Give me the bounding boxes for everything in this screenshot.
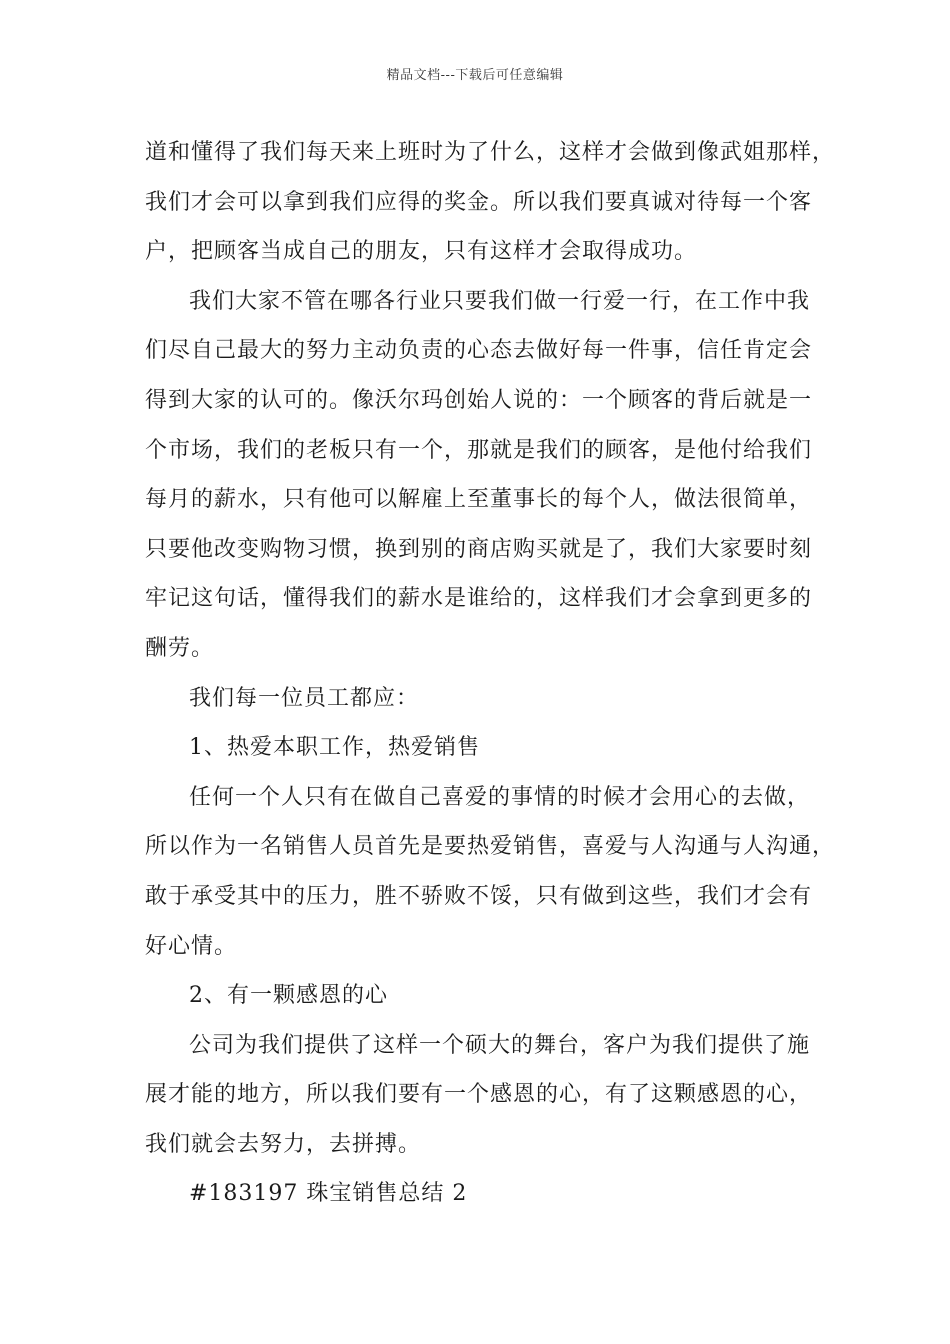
text-line: 我们就会去努力，去拼搏。 — [145, 1131, 422, 1157]
text-line: 任何一个人只有在做自己喜爱的事情的时候才会用心的去做， — [189, 784, 811, 810]
text-line: 展才能的地方，所以我们要有一个感恩的心，有了这颗感恩的心， — [145, 1082, 813, 1108]
text-line: 好心情。 — [145, 933, 238, 959]
text-line: 得到大家的认可的。像沃尔玛创始人说的：一个顾客的背后就是一 — [145, 387, 813, 413]
text-line: 牢记这句话，懂得我们的薪水是谁给的，这样我们才会拿到更多的 — [145, 586, 813, 612]
text-line: 酬劳。 — [145, 635, 215, 661]
text-line: 我们大家不管在哪各行业只要我们做一行爱一行，在工作中我 — [189, 288, 811, 314]
text-line: 们尽自己最大的努力主动负责的心态去做好每一件事，信任肯定会 — [145, 338, 813, 364]
text-line: 敢于承受其中的压力，胜不骄败不馁，只有做到这些，我们才会有 — [145, 883, 813, 909]
document-body — [145, 128, 836, 1219]
section-heading: 1、热爱本职工作，热爱销售 — [189, 735, 480, 761]
text-line: 我们才会可以拿到我们应得的奖金。所以我们要真诚对待每一个客 — [145, 189, 813, 215]
section-heading: 2、有一颗感恩的心 — [189, 983, 388, 1009]
document-title: #183197 珠宝销售总结 2 — [189, 1181, 468, 1207]
text-line: 我们每一位员工都应： — [189, 685, 420, 711]
text-line: 个市场，我们的老板只有一个，那就是我们的顾客，是他付给我们 — [145, 437, 813, 463]
text-line: 公司为我们提供了这样一个硕大的舞台，客户为我们提供了施 — [189, 1032, 811, 1058]
text-line: 户，把顾客当成自己的朋友，只有这样才会取得成功。 — [145, 239, 698, 265]
text-line: 每月的薪水，只有他可以解雇上至董事长的每个人，做法很简单， — [145, 487, 813, 513]
text-line: 所以作为一名销售人员首先是要热爱销售，喜爱与人沟通与人沟通， — [145, 834, 836, 860]
text-line: 道和懂得了我们每天来上班时为了什么，这样才会做到像武姐那样， — [145, 140, 836, 165]
text-line: 只要他改变购物习惯，换到别的商店购买就是了，我们大家要时刻 — [145, 536, 813, 562]
page-header: 精品文档---下载后可任意编辑 — [386, 68, 564, 83]
